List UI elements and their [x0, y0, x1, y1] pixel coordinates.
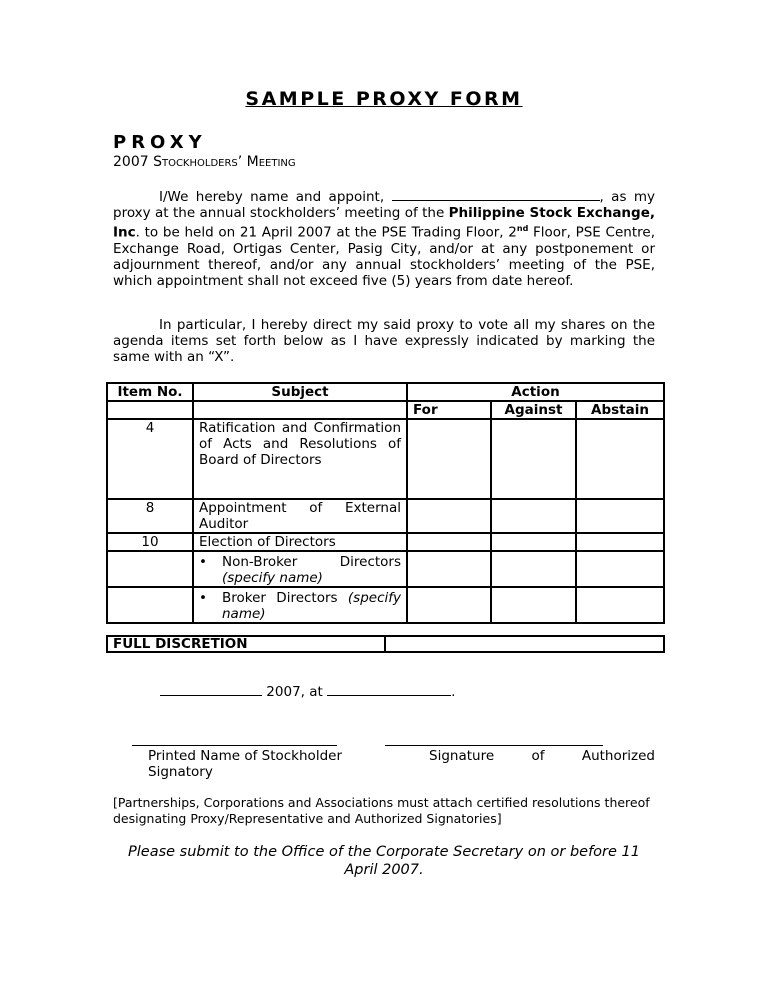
sub-item-broker: • Broker Directors (specify name): [193, 587, 407, 623]
authorized-signature-caption: Signature of Authorized: [429, 748, 655, 764]
subject-header: Subject: [193, 383, 407, 401]
abstain-cell[interactable]: [576, 533, 664, 551]
action-header: Action: [407, 383, 664, 401]
for-cell[interactable]: [407, 587, 491, 623]
empty-cell: [193, 401, 407, 419]
attachment-note: [Partnerships, Corporations and Associations must attach certified resolutions thereof designating Proxy/Representative and Authorized Signatories]: [113, 795, 650, 826]
abstain-cell[interactable]: [576, 499, 664, 533]
printed-name-caption: Printed Name of Stockholder Signatory: [148, 748, 342, 780]
empty-cell: [107, 587, 193, 623]
against-cell[interactable]: [491, 533, 576, 551]
for-cell[interactable]: [407, 551, 491, 587]
form-title: SAMPLE PROXY FORM: [245, 88, 523, 110]
empty-cell: [107, 551, 193, 587]
empty-cell: [107, 401, 193, 419]
appointment-paragraph: I/We hereby name and appoint, , as my proxy at the annual stockholders’ meeting of the Philippine Stock Exchange, Inc. to be held on 21 April 2007 at the PSE Trading Floor, 2nd Floor, PSE Centre, Exchange Road, Ortigas Center, Pasig City, and/or at any postponement or adjournment thereof, and/or any annual stockholders’ meeting of the PSE, which appointment shall not exceed five (5) years from date hereof.: [113, 189, 655, 289]
full-discretion-table: [106, 635, 665, 653]
proxy-name-blank[interactable]: [392, 189, 600, 201]
bullet-icon: •: [199, 590, 207, 606]
abstain-cell[interactable]: [576, 587, 664, 623]
submission-instruction: Please submit to the Office of the Corporate Secretary on or before 11 April 2007.: [128, 844, 640, 878]
for-header: For: [407, 401, 491, 419]
instruction-paragraph: In particular, I hereby direct my said proxy to vote all my shares on the agenda items set forth below as I have expressly indicated by marking the same with an “X”.: [113, 317, 655, 365]
item-subject: Appointment of External Auditor: [193, 499, 407, 533]
date-blank[interactable]: [160, 684, 262, 696]
place-blank[interactable]: [327, 684, 451, 696]
agenda-table: [106, 382, 665, 624]
item-subject: Election of Directors: [193, 533, 407, 551]
against-header: Against: [491, 401, 576, 419]
against-cell[interactable]: [491, 587, 576, 623]
meeting-subtitle: 2007 Stockholders’ Meeting: [113, 154, 296, 170]
against-cell[interactable]: [491, 551, 576, 587]
abstain-cell[interactable]: [576, 419, 664, 499]
abstain-header: Abstain: [576, 401, 664, 419]
full-discretion-cell[interactable]: [385, 636, 664, 652]
proxy-heading: PROXY: [113, 132, 207, 153]
item-number: 4: [107, 419, 193, 499]
for-cell[interactable]: [407, 419, 491, 499]
against-cell[interactable]: [491, 419, 576, 499]
bullet-icon: •: [199, 554, 207, 570]
sub-item-non-broker: • Non-Broker Directors (specify name): [193, 551, 407, 587]
printed-name-signature-line[interactable]: [132, 745, 337, 746]
item-number: 10: [107, 533, 193, 551]
authorized-signature-line[interactable]: [385, 745, 603, 746]
item-no-header: Item No.: [107, 383, 193, 401]
abstain-cell[interactable]: [576, 551, 664, 587]
for-cell[interactable]: [407, 533, 491, 551]
date-place-line: 2007, at .: [160, 684, 455, 700]
item-subject: Ratification and Confirmation of Acts and Resolutions of Board of Directors: [193, 419, 407, 499]
against-cell[interactable]: [491, 499, 576, 533]
item-number: 8: [107, 499, 193, 533]
for-cell[interactable]: [407, 499, 491, 533]
full-discretion-label: FULL DISCRETION: [107, 636, 385, 652]
